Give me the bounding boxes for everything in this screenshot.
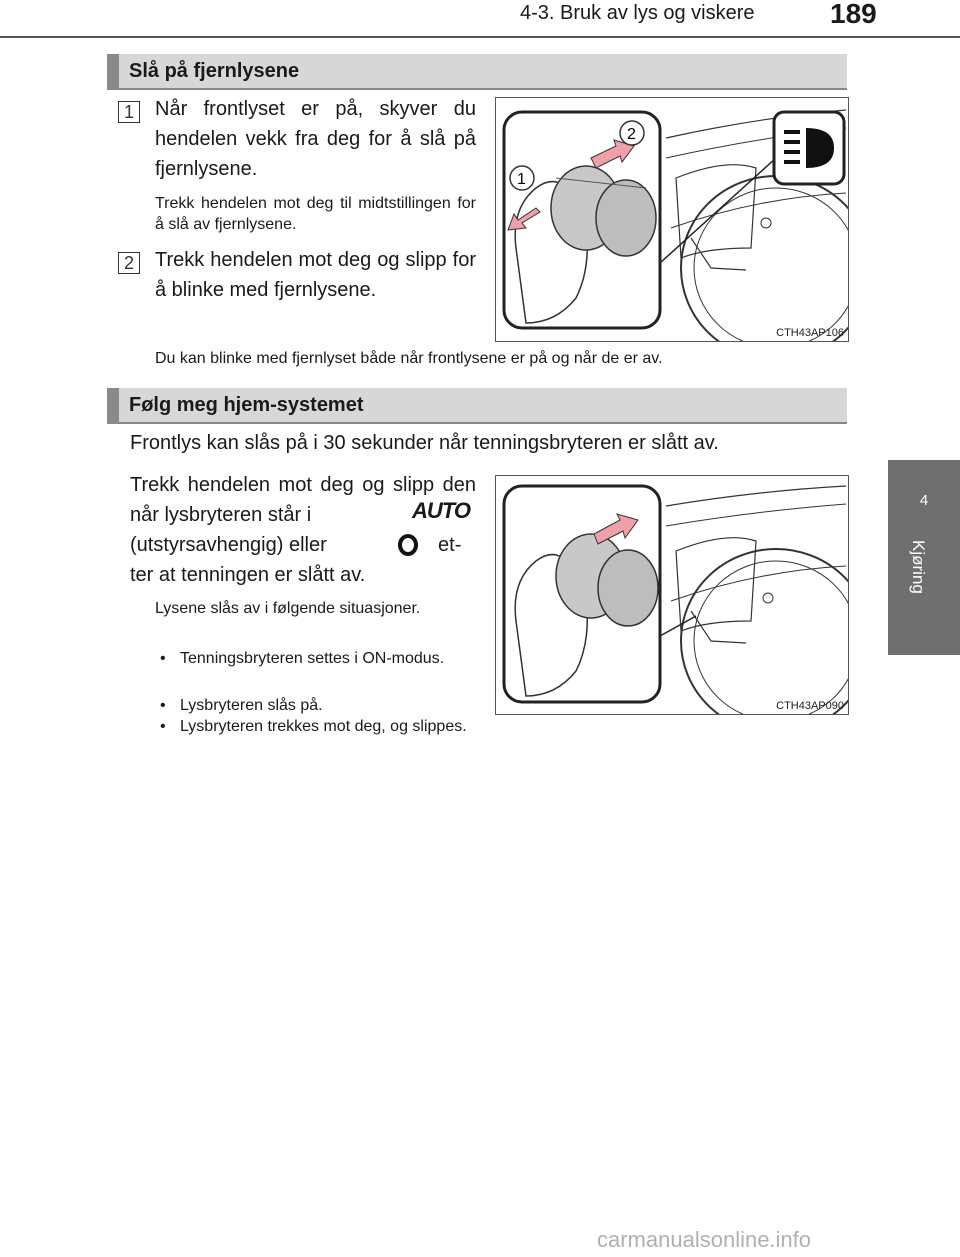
figure-follow-me-home-lever xyxy=(495,475,849,715)
section1-note: Du kan blinke med fjernlyset både når frontlysene er på og når de er av. xyxy=(155,350,663,367)
bullet-text: Lysbryteren slås på. xyxy=(180,697,323,714)
section2-text-b: (utstyrsavhengig) eller xyxy=(130,534,327,556)
section-header-follow-me-home xyxy=(107,388,847,424)
lever-illustration xyxy=(496,476,848,714)
bullet-item: • Tenningsbryteren settes i ON-modus. xyxy=(160,648,476,669)
chapter-number: 4 xyxy=(919,492,929,509)
section2-intro: Frontlys kan slås på i 30 sekunder når tenningsbryteren er slått av. xyxy=(130,432,719,454)
section-accent xyxy=(107,388,119,424)
lever-illustration xyxy=(496,98,848,341)
callout-2: 2 xyxy=(627,126,636,143)
section-accent xyxy=(107,54,119,90)
step-marker-1: 1 xyxy=(118,101,140,123)
page-number: 189 xyxy=(830,0,877,29)
bullet-text: Tenningsbryteren settes i ON-modus. xyxy=(180,650,445,667)
step2-text: Trekk hendelen mot deg og slipp for å blinke med fjernlysene. xyxy=(155,249,476,301)
chapter-tab xyxy=(888,460,960,655)
section-header-high-beam xyxy=(107,54,847,90)
section2-note-intro: Lysene slås av i følgende situasjoner. xyxy=(155,600,421,617)
bullet-text: Lysbryteren trekkes mot deg, og slippes. xyxy=(180,718,467,735)
section-title: Følg meg hjem-systemet xyxy=(129,394,364,416)
step1-text: Når frontlyset er på, skyver du hendelen vekk fra deg for å slå på fjernlysene. xyxy=(155,98,476,180)
step-marker-2: 2 xyxy=(118,252,140,274)
section2-text-c: etter at tenningen er slått av. xyxy=(130,534,462,586)
bullet-item: • Lysbryteren trekkes mot deg, og slippes. xyxy=(160,716,660,737)
figure-high-beam-lever xyxy=(495,97,849,342)
watermark: carmanualsonline.info xyxy=(597,1227,812,1252)
bullet-item: • Lysbryteren slås på. xyxy=(160,695,476,716)
auto-mode-symbol: AUTO xyxy=(412,498,470,523)
figure-id: CTH43AP090 xyxy=(776,700,844,712)
auto-symbol xyxy=(412,498,470,524)
callout-1: 1 xyxy=(517,171,526,188)
running-header: 4-3. Bruk av lys og viskere xyxy=(520,2,755,24)
figure-id: CTH43AP106 xyxy=(776,327,844,339)
section2-text-c-wrap xyxy=(130,530,476,590)
header-divider xyxy=(0,36,960,38)
step1-note: Trekk hendelen mot deg til midtstillingen for å slå av fjernlysene. xyxy=(155,195,476,233)
section2-text-a: Trekk hendelen mot deg og slipp den når lysbryteren står i xyxy=(130,474,476,526)
chapter-label: Kjøring xyxy=(909,540,928,594)
section-title: Slå på fjernlysene xyxy=(129,60,300,82)
